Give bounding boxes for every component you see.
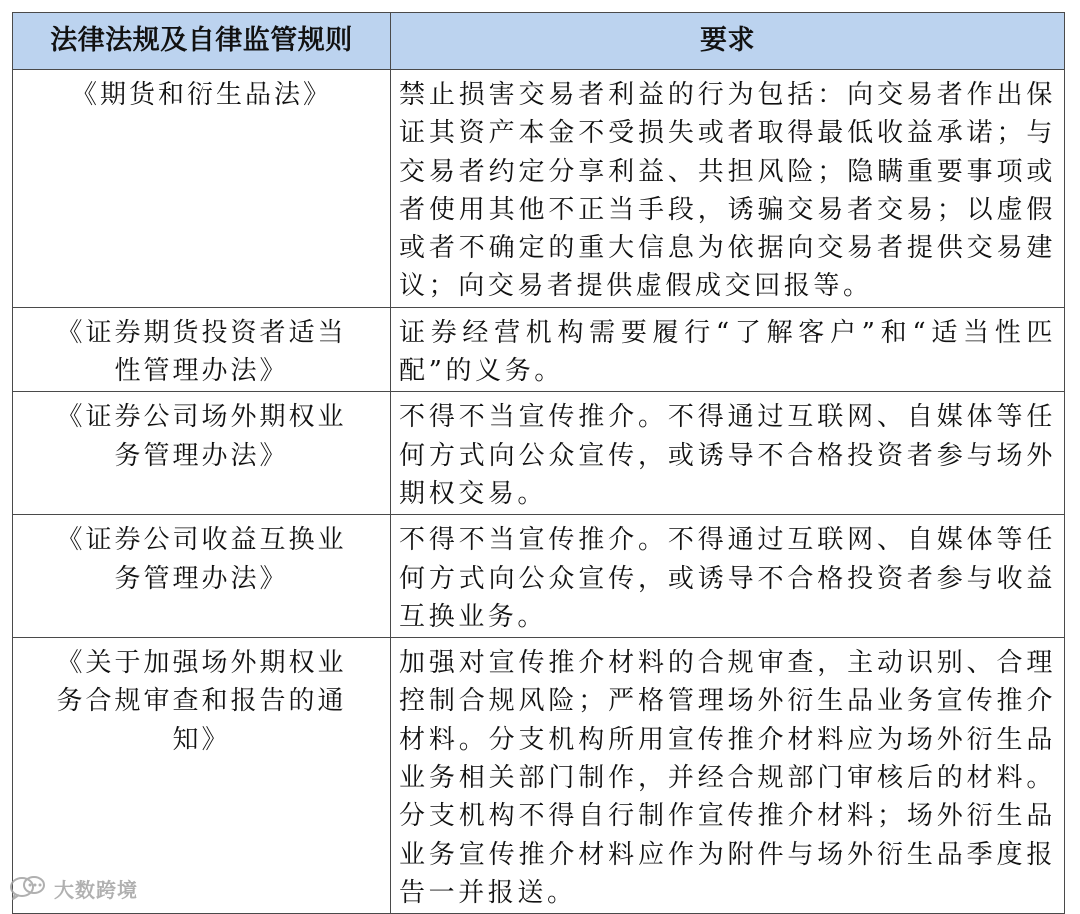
table-row — [13, 515, 1065, 638]
requirement-text: 禁止损害交易者利益的行为包括：向交易者作出保证其资产本金不受损失或者取得最低收益承诺；与交易者约定分享利益、共担风险；隐瞒重要事项或者使用其他不正当手段，诱骗交易者交易；以虚假或者不确定的重大信息为依据向交易者提供交易建议；向交易者提供虚假成交回报等。 — [391, 70, 1065, 308]
header-regulation: 法律法规及自律监管规则 — [13, 13, 391, 70]
requirement-text: 证券经营机构需要履行“了解客户”和“适当性匹配”的义务。 — [391, 307, 1065, 392]
table-row — [13, 392, 1065, 515]
chat-bubbles-logo-icon — [8, 875, 48, 901]
table-row — [13, 307, 1065, 392]
table-row — [13, 638, 1065, 914]
requirement-text: 不得不当宣传推介。不得通过互联网、自媒体等任何方式向公众宣传，或诱导不合格投资者参与场外期权交易。 — [391, 392, 1065, 515]
requirement-text: 加强对宣传推介材料的合规审查，主动识别、合理控制合规风险；严格管理场外衍生品业务宣传推介材料。分支机构所用宣传推介材料应为场外衍生品业务相关部门制作，并经合规部门审核后的材料。分支机构不得自行制作宣传推介材料；场外衍生品业务宣传推介材料应作为附件与场外衍生品季度报告一并报送。 — [391, 638, 1065, 914]
regulation-name: 《证券公司收益互换业务管理办法》 — [13, 515, 391, 638]
table-row — [13, 70, 1065, 308]
regulation-name: 《期货和衍生品法》 — [13, 70, 391, 308]
regulation-name: 《证券期货投资者适当性管理办法》 — [13, 307, 391, 392]
watermark-text: 大数跨境 — [54, 877, 138, 902]
regulation-name: 《关于加强场外期权业务合规审查和报告的通知》 — [13, 638, 391, 914]
regulation-name: 《证券公司场外期权业务管理办法》 — [13, 392, 391, 515]
requirement-text: 不得不当宣传推介。不得通过互联网、自媒体等任何方式向公众宣传，或诱导不合格投资者参与收益互换业务。 — [391, 515, 1065, 638]
watermark — [8, 873, 138, 903]
table-header-row — [13, 13, 1065, 70]
regulations-table — [12, 12, 1065, 914]
header-requirement: 要求 — [391, 13, 1065, 70]
